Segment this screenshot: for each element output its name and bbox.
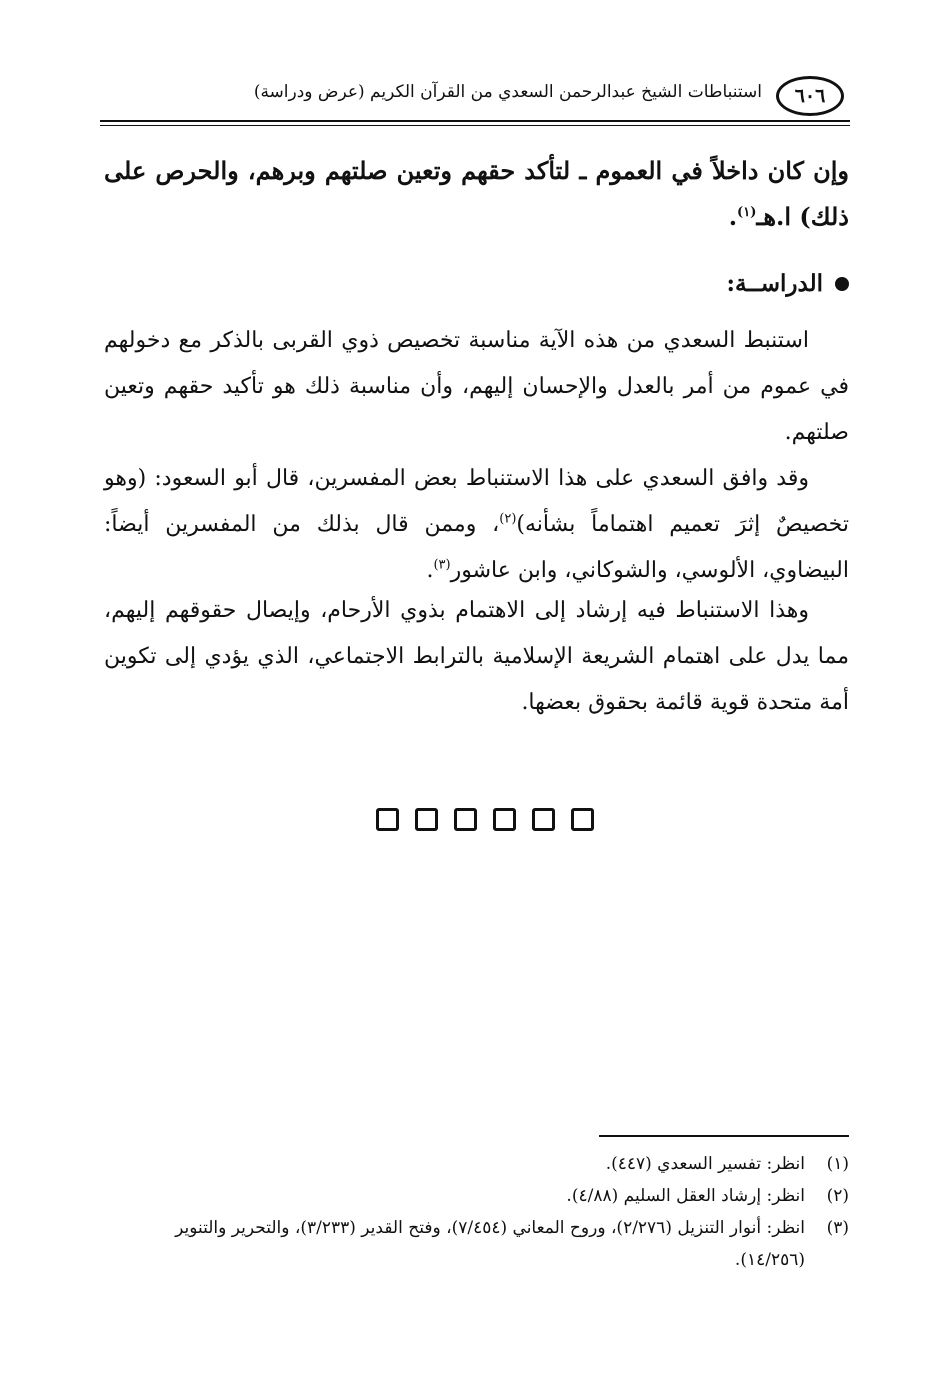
quote-paragraph	[104, 148, 849, 240]
quote-text: وإن كان داخلاً في العموم ـ لتأكد حقهم وتعين صلتهم وبرهم، والحرص على ذلك) ا.هـ	[104, 156, 849, 231]
paragraph-2-end: .	[426, 558, 434, 583]
page-number: ٦٠٦	[794, 85, 826, 107]
study-paragraph-2	[104, 456, 849, 594]
header-rule-thin	[100, 125, 850, 126]
square-icon	[493, 808, 516, 831]
footnote-text: انظر: أنوار التنزيل (٢/٢٧٦)، وروح المعاني (٧/٤٥٤)، وفتح القدير (٣/٢٣٣)، والتحرير والتنوير (١٤/٢٥٦).	[175, 1218, 805, 1270]
page-header	[100, 72, 850, 120]
footnotes	[104, 1148, 849, 1276]
footnote-number: (١)	[826, 1154, 849, 1174]
running-title: استنباطات الشيخ عبدالرحمن السعدي من القرآن الكريم (عرض ودراسة)	[253, 82, 762, 102]
footnote-text: انظر: إرشاد العقل السليم (٤/٨٨).	[566, 1186, 805, 1206]
study-paragraph-1	[104, 318, 849, 456]
paragraph-1: استنبط السعدي من هذه الآية مناسبة تخصيص ذوي القربى بالذكر مع دخولهم في عموم من أمر بالعدل والإحسان إليهم، وأن مناسبة ذلك هو تأكيد حقهم وتعين صلتهم.	[104, 328, 849, 445]
square-icon	[571, 808, 594, 831]
footnote-ref-2: (٢)	[499, 511, 517, 527]
footnote-separator	[599, 1135, 849, 1137]
bullet-icon	[835, 277, 849, 291]
footnote	[104, 1148, 849, 1180]
footnote-text: انظر: تفسير السعدي (٤٤٧).	[605, 1154, 805, 1174]
footnote-number: (٣)	[826, 1218, 849, 1238]
quote-block	[104, 148, 849, 240]
footnote-number: (٢)	[826, 1186, 849, 1206]
page-number-badge	[776, 76, 844, 116]
footnote-ref-1: (١)	[737, 205, 757, 220]
square-icon	[454, 808, 477, 831]
paragraph-2-part-a: وقد وافق السعدي على هذا الاستنباط بعض المفسرين، قال أبو السعود: (وهو تخصيصٌ إثرَ تعميم اهتماماً بشأنه)	[104, 466, 849, 537]
square-icon	[532, 808, 555, 831]
paragraph-2	[104, 456, 849, 594]
quote-end: .	[728, 202, 738, 231]
study-paragraph-3	[104, 588, 849, 726]
square-icon	[415, 808, 438, 831]
paragraph-3: وهذا الاستنباط فيه إرشاد إلى الاهتمام بذوي الأرحام، وإيصال حقوقهم إليهم، مما يدل على اهتمام الشريعة الإسلامية بالترابط الاجتماعي، الذي يؤدي إلى تكوين أمة متحدة قوية قائمة بحقوق بعضها.	[104, 598, 849, 715]
section-heading-text: الدراســة:	[726, 270, 823, 297]
footnote	[104, 1212, 849, 1276]
square-icon	[376, 808, 399, 831]
section-heading	[726, 270, 849, 297]
footnote	[104, 1180, 849, 1212]
section-end-ornament	[376, 808, 594, 831]
header-rule-thick	[100, 120, 850, 122]
footnote-ref-3: (٣)	[433, 557, 451, 573]
paragraph-2-part-b: ، وممن قال بذلك من المفسرين أيضاً: البيضاوي، الألوسي، والشوكاني، وابن عاشور	[104, 512, 849, 583]
